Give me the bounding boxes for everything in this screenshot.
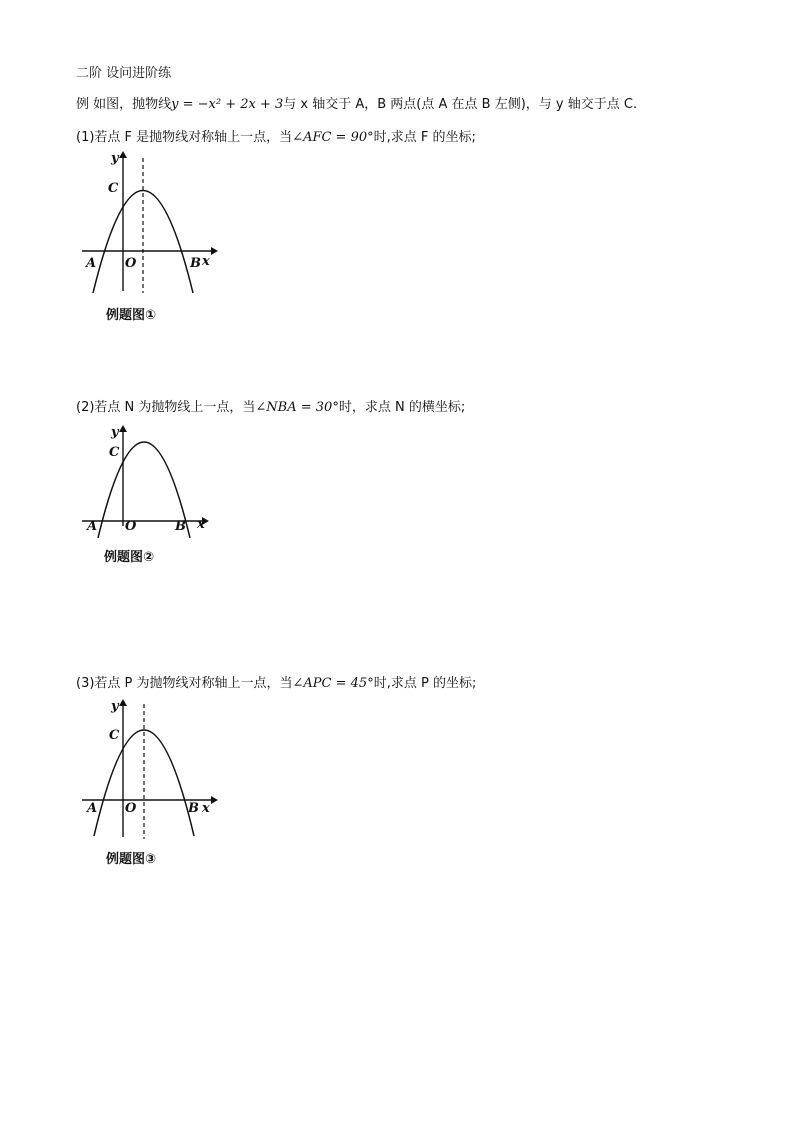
figure-2	[78, 418, 214, 542]
point-b-label: B	[190, 256, 201, 271]
point-a-label: A	[86, 256, 97, 271]
figure-1-caption: 例题图①	[106, 308, 157, 323]
question-3	[76, 676, 476, 692]
question-2-prefix: (2)若点 N 为抛物线上一点，当	[76, 400, 256, 415]
question-1-prefix: (1)若点 F 是抛物线对称轴上一点，当	[76, 130, 293, 145]
axis-x-label: x	[197, 517, 205, 532]
axis-y-label: y	[111, 425, 119, 440]
question-1-angle: ∠AFC = 90°	[292, 130, 374, 145]
origin-label: O	[125, 256, 137, 271]
intro-suffix: 与 x 轴交于 A，B 两点(点 A 在点 B 左侧)，与 y 轴交于点 C.	[283, 97, 638, 112]
axis-x-label: x	[202, 254, 210, 269]
intro-prefix: 例 如图，抛物线	[76, 97, 172, 112]
problem-intro	[76, 97, 637, 113]
point-c-label: C	[108, 181, 119, 196]
point-c-label: C	[109, 728, 120, 743]
axis-y-label: y	[111, 699, 119, 714]
question-1-suffix: 时,求点 F 的坐标;	[373, 130, 476, 145]
figure-1	[78, 148, 218, 296]
question-3-prefix: (3)若点 P 为抛物线对称轴上一点，当	[76, 676, 293, 691]
figure-2-caption: 例题图②	[104, 550, 155, 565]
point-b-label: B	[188, 801, 199, 816]
origin-label: O	[125, 801, 137, 816]
question-1	[76, 130, 476, 146]
point-c-label: C	[109, 445, 120, 460]
section-heading: 二阶 设问进阶练	[76, 66, 172, 81]
origin-label: O	[125, 519, 137, 534]
figure-3	[78, 694, 218, 842]
figure-3-caption: 例题图③	[106, 852, 157, 867]
question-3-angle: ∠APC = 45°	[292, 676, 374, 691]
axis-y-label: y	[111, 151, 119, 166]
parabola-equation: y = −x² + 2x + 3	[171, 97, 284, 112]
point-a-label: A	[87, 519, 98, 534]
axis-x-label: x	[202, 801, 210, 816]
point-a-label: A	[87, 801, 98, 816]
point-b-label: B	[175, 519, 186, 534]
question-2	[76, 400, 465, 416]
question-3-suffix: 时,求点 P 的坐标;	[373, 676, 477, 691]
question-2-angle: ∠NBA = 30°	[255, 400, 339, 415]
question-2-suffix: 时，求点 N 的横坐标;	[338, 400, 466, 415]
